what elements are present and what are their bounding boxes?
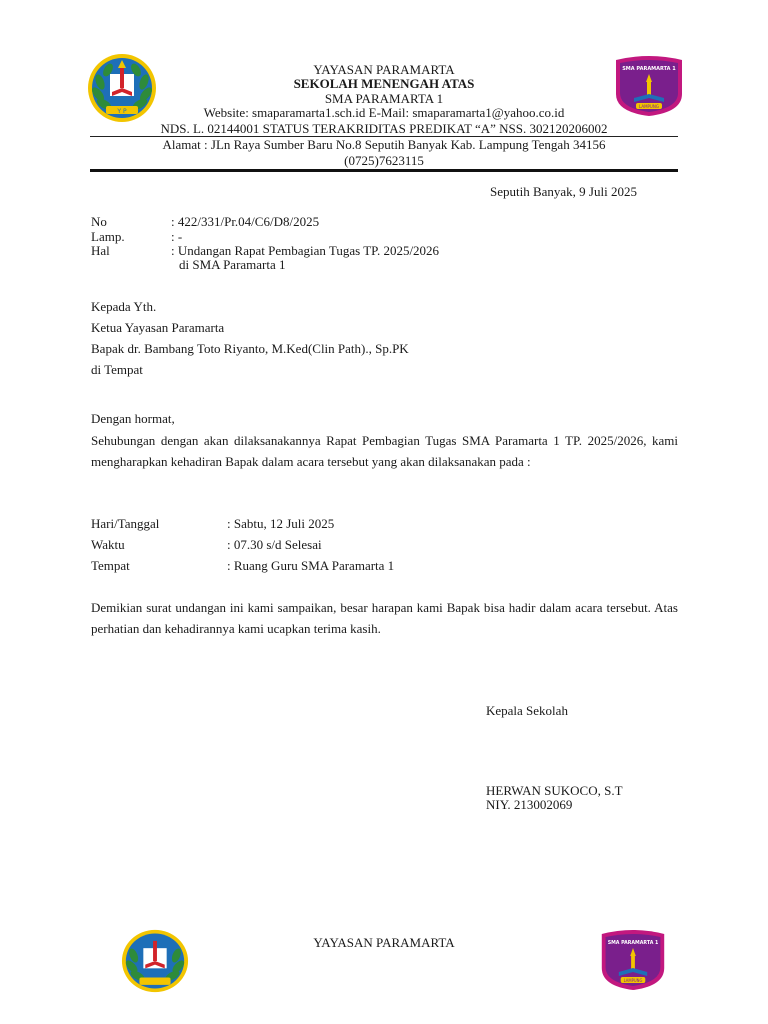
recipient-line: di Tempat xyxy=(91,362,143,377)
kop-website-email: Website: smaparamarta1.sch.id E-Mail: smaparamarta1@yahoo.co.id xyxy=(203,105,565,120)
kop-school-level: SEKOLAH MENENGAH ATAS xyxy=(293,76,475,91)
kop-address: Alamat : JLn Raya Sumber Baru No.8 Seputih Banyak Kab. Lampung Tengah 34156 xyxy=(162,137,606,152)
recipient-line: Ketua Yayasan Paramarta xyxy=(91,320,225,335)
kop-phone: (0725)7623115 xyxy=(344,153,424,168)
meta-label-hal: Hal xyxy=(91,243,110,258)
event-value-date: : Sabtu, 12 Juli 2025 xyxy=(227,516,335,531)
greeting: Dengan hormat, xyxy=(91,411,175,426)
kop-school-name: SMA PARAMARTA 1 xyxy=(324,91,444,106)
recipient-line: Kepada Yth. xyxy=(91,299,157,314)
event-label-time: Waktu xyxy=(91,537,125,552)
meta-label-lamp: Lamp. xyxy=(91,229,125,244)
sma-paramarta-shield-icon xyxy=(598,928,668,992)
meta-value-hal-line2: di SMA Paramarta 1 xyxy=(179,257,286,272)
signature-name: HERWAN SUKOCO, S.T xyxy=(486,783,623,798)
svg-text:LAMPUNG: LAMPUNG xyxy=(623,977,643,984)
kop-nds-status: NDS. L. 02144001 STATUS TERAKRIDITAS PREDIKAT “A” NSS. 302120206002 xyxy=(160,121,608,136)
opening-paragraph: Sehubungan dengan akan dilaksanakannya Rapat Pembagian Tugas SMA Paramarta 1 TP. 2025/2026, kami mengharapkan kehadiran Bapak dalam acara tersebut yang akan dilaksanakan pada : xyxy=(91,433,678,469)
meta-value-hal: : Undangan Rapat Pembagian Tugas TP. 2025/2026 xyxy=(171,243,440,258)
event-label-date: Hari/Tanggal xyxy=(91,516,160,531)
event-label-place: Tempat xyxy=(91,558,130,573)
meta-value-lamp: : - xyxy=(171,229,183,244)
header-rule-thick xyxy=(90,169,678,172)
svg-text:LAMPUNG: LAMPUNG xyxy=(639,104,659,109)
signature-title: Kepala Sekolah xyxy=(486,703,568,718)
place-date: Seputih Banyak, 9 Juli 2025 xyxy=(490,184,637,199)
closing-paragraph: Demikian surat undangan ini kami sampaikan, besar harapan kami Bapak bisa hadir dalam acara tersebut. Atas perhatian dan kehadirannya kami ucapkan terima kasih. xyxy=(91,600,678,636)
kop-foundation: YAYASAN PARAMARTA xyxy=(313,62,455,77)
svg-text:SMA PARAMARTA 1: SMA PARAMARTA 1 xyxy=(622,66,676,72)
meta-value-no: : 422/331/Pr.04/C6/D8/2025 xyxy=(171,214,320,229)
svg-text:Y P: Y P xyxy=(117,108,127,115)
event-value-time: : 07.30 s/d Selesai xyxy=(227,537,322,552)
meta-label-no: No xyxy=(91,214,107,229)
event-value-place: : Ruang Guru SMA Paramarta 1 xyxy=(227,558,395,573)
recipient-line: Bapak dr. Bambang Toto Riyanto, M.Ked(Clin Path)., Sp.PK xyxy=(91,341,409,356)
footer-foundation: YAYASAN PARAMARTA xyxy=(313,935,455,950)
signature-id: NIY. 213002069 xyxy=(486,797,573,812)
svg-text:SMA PARAMARTA 1: SMA PARAMARTA 1 xyxy=(607,939,659,947)
